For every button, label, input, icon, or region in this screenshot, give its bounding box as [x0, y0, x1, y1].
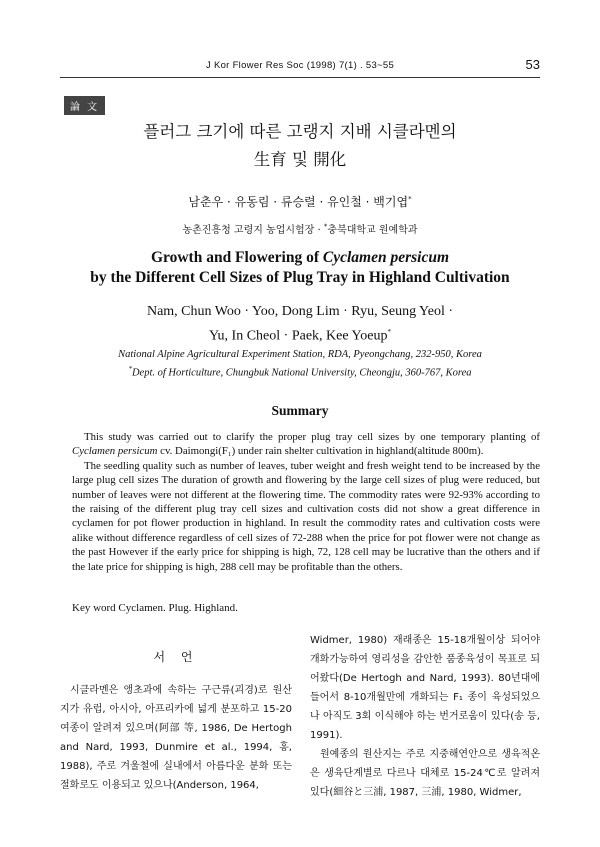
summary-p1-c: cv. Daimongi(F₁) under rain shelter cultivation in highland(altitude 800m).: [157, 445, 484, 458]
english-authors-line2-wrap: [60, 322, 540, 347]
english-affiliation-2-mark: *: [128, 365, 132, 373]
korean-title-line1: 플러그 크기에 따른 고랭지 지배 시클라멘의: [143, 122, 457, 141]
korean-title-line2: 生育 및 開化: [253, 150, 347, 169]
english-title-line1-a: Growth and Flowering of: [150, 249, 323, 266]
english-authors-mark: *: [387, 328, 391, 336]
intro-left-paragraph: 시클라멘은 앵초과에 속하는 구근류(괴경)로 원산지가 유럽, 아시아, 아프리카에 넓게 분포하고 15-20 여종이 알려져 있으며(阿部 等, 1986, De Hertogh and Nard, 1993, Dunmire et al., 1994, 홍, 1988), 주로 겨울철에 실내에서 아름다운 분화 또는 절화로도 이용되고 있으나(Anderson, 1964,: [60, 685, 292, 791]
intro-right-paragraph-1: Widmer, 1980) 재래종은 15-18개월이상 되어야 개화가능하여 영리성을 감안한 품종육성이 목표로 되어왔다(De Hertogh and Nard, 1993). 80년대에 들어서 8-10개월만에 개화되는 F₁ 종이 육성되었으나 아직도 3회 이식해야 하는 번거로움이 있다(송 등, 1991).: [310, 635, 540, 741]
article-type-badge: 論 文: [64, 96, 105, 115]
summary-body: [72, 430, 540, 574]
english-title-line2: by the Different Cell Sizes of Plug Tray in Highland Cultivation: [90, 269, 510, 286]
intro-right-column: [310, 631, 540, 802]
summary-paragraph-2: The seedling quality such as number of leaves, tuber weight and fresh weight tend to be increased by the large plug cell sizes The duration of growth and flowering by the large cell sizes of plug were reduced, but number of leaves were not different at the flowering time. The commodity rates were 92-93% according to the raising of the different plug tray cell sizes and cultivation costs did not show a great difference in cyclamen for pot flower production in highland. In result the commodity rates and cultivation costs were alike without difference regardless of cell sizes of 72-288 when the price for pot flower were not change as the past However if the early price for shipping is high, 72, 128 cell may be lucrative than the others and if the late price for shipping is high, 288 cell may be profitable than the others.: [72, 459, 540, 573]
running-head: J Kor Flower Res Soc (1998) 7(1) . 53~55: [205, 60, 395, 71]
korean-affiliation-suffix: 충북대학교 원예학과: [327, 225, 418, 236]
korean-authors: [60, 193, 540, 210]
english-title: [60, 248, 540, 288]
english-affiliation-1: National Alpine Agricultural Experiment Station, RDA, Pyeongchang, 232-950, Korea: [118, 349, 482, 360]
intro-heading: 서 언: [153, 650, 199, 664]
english-affiliation-2-wrap: [60, 362, 540, 381]
korean-authors-text: 남춘우 · 유동림 · 류승렬 · 유인철 · 백기엽: [188, 195, 409, 209]
english-affiliations: [60, 347, 540, 381]
header-rule: [60, 77, 540, 78]
korean-affiliation: [60, 221, 540, 236]
english-authors-line2: Yu, In Cheol · Paek, Kee Yoeup: [209, 328, 388, 344]
english-authors-line1: Nam, Chun Woo · Yoo, Dong Lim · Ryu, Seung Yeol ·: [146, 304, 454, 319]
summary-p1-species: Cyclamen persicum: [72, 445, 158, 458]
korean-affiliation-mark: *: [323, 222, 328, 231]
intro-left-column: [60, 648, 292, 795]
summary-paragraph-1: [72, 430, 540, 459]
korean-authors-mark: *: [408, 195, 412, 203]
keywords: Key word Cyclamen. Plug. Highland.: [72, 602, 238, 614]
english-title-species: Cyclamen persicum: [322, 249, 450, 266]
english-title-line1: [60, 248, 540, 268]
intro-right-paragraph-2: 원예종의 원산지는 주로 지중해연안으로 생육적온은 생육단계별로 다르나 대체로 15-24℃로 알려져있다(細谷と三浦, 1987, 三浦, 1980, Widmer,: [310, 749, 540, 798]
summary-heading: Summary: [271, 403, 329, 418]
english-authors: [60, 302, 540, 347]
page-number: 53: [525, 57, 540, 72]
summary-p1-a: This study was carried out to clarify the proper plug tray cell sizes by one temporary planting of: [84, 431, 540, 443]
korean-title: [60, 118, 540, 174]
korean-affiliation-prefix: 농촌진흥청 고령지 농업시험장 ·: [182, 225, 324, 236]
english-affiliation-2: Dept. of Horticulture, Chungbuk National University, Cheongju, 360-767, Korea: [131, 367, 472, 379]
